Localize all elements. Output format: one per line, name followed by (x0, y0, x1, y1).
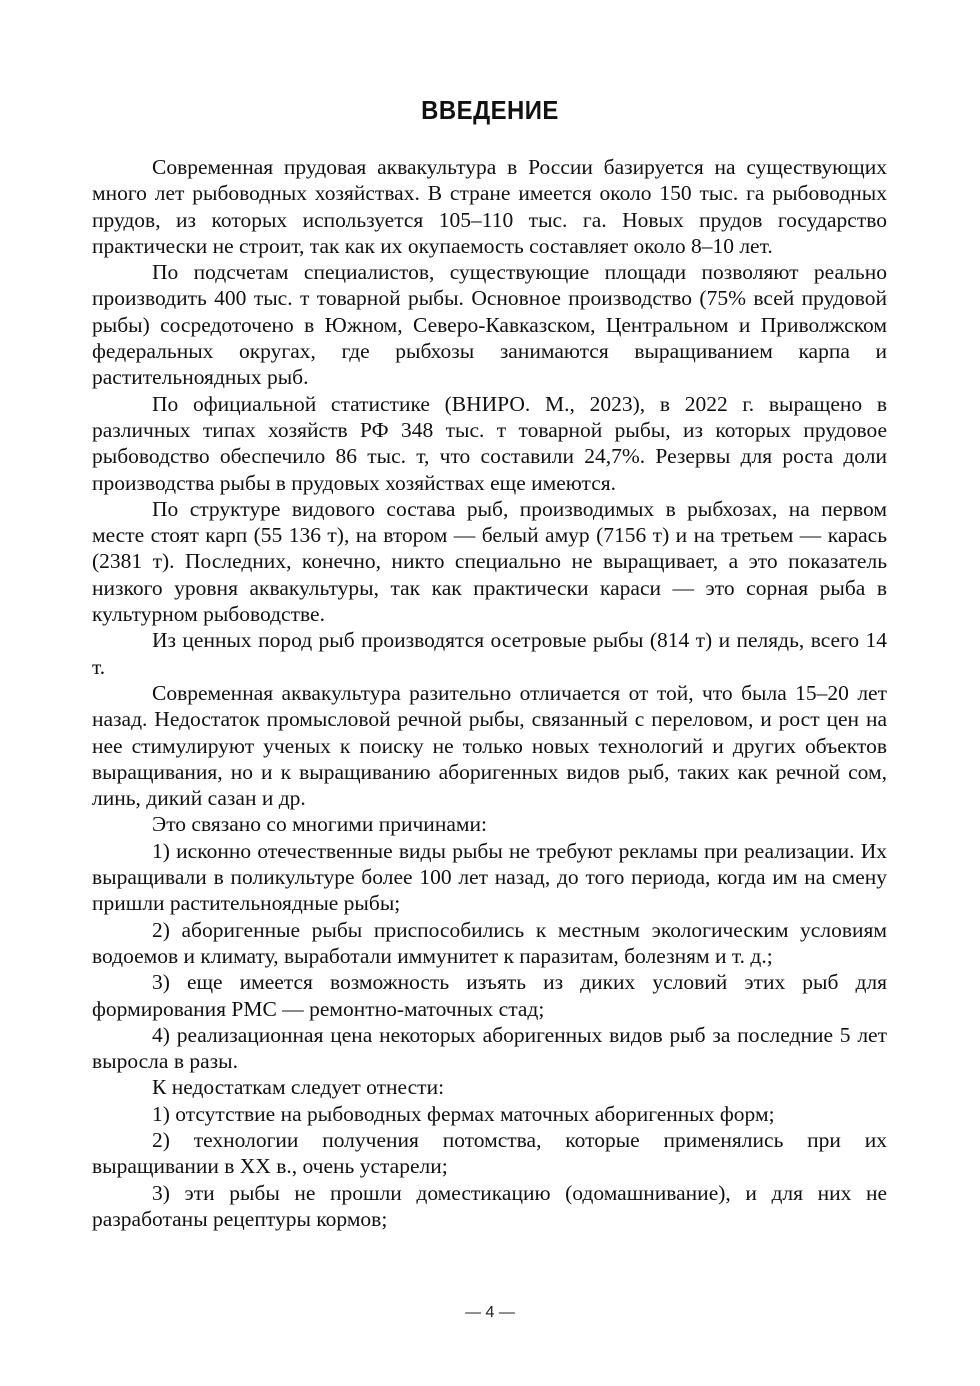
list-item: 3) еще имеется возможность изъять из диких условий этих рыб для формирования РМС — ремонтно-маточных стад; (92, 970, 887, 1021)
list-item: 4) реализационная цена некоторых аборигенных видов рыб за последние 5 лет выросла в разы. (92, 1022, 887, 1074)
paragraph: По структуре видового состава рыб, производимых в рыбхозах, на первом месте стоят карп (55 136 т), на втором — белый амур (7156 т) и на третьем — карась (2381 т). Последних, конечно, никто специально не выращивает, а это показатель низкого уровня аквакультуры, так как практически караси — это сорная рыба в культурном рыбоводстве. (92, 496, 887, 627)
list-item: 1) отсутствие на рыбоводных фермах маточных аборигенных форм; (152, 1101, 775, 1126)
paragraph: К недостаткам следует отнести: (152, 1075, 445, 1100)
paragraph: Это связано со многими причинами: (152, 812, 487, 837)
list-item: 1) исконно отечественные виды рыбы не требуют рекламы при реализации. Их выращивали в поликультуре более 100 лет назад, до того периода, когда им на смену пришли растительноядные рыбы; (92, 838, 887, 916)
paragraph: Из ценных пород рыб производятся осетровые рыбы (814 т) и пелядь, всего 14 т. (92, 628, 887, 679)
list-item: 2) аборигенные рыбы приспособились к местным экологическим условиям водоемов и климату, выработали иммунитет к паразитам, болезням и т. д.; (92, 917, 887, 968)
paragraph: Современная прудовая аквакультура в России базируется на существующих много лет рыбоводных хозяйствах. В стране имеется около 150 тыс. га рыбоводных прудов, из которых используется 105–110 тыс. га. Новых прудов государство практически не строит, так как их окупаемость составляет около 8–10 лет. (92, 155, 887, 258)
page-number: — 4 — (465, 1304, 515, 1321)
paragraph: По подсчетам специалистов, существующие площади позволяют реально производить 400 тыс. т товарной рыбы. Основное производство (75% всей прудовой рыбы) сосредоточено в Южном, Северо-Кавказском, Центральном и Приволжском федеральных округах, где рыбхозы занимаются выращиванием карпа и растительноядных рыб. (92, 260, 887, 390)
paragraph: Современная аквакультура разительно отличается от той, что была 15–20 лет назад. Недостаток промысловой речной рыбы, связанный с переловом, и рост цен на нее стимулируют ученых к поиску не только новых технологий и других объектов выращивания, но и к выращиванию аборигенных видов рыб, таких как речной сом, линь, дикий сазан и др. (92, 680, 887, 811)
page-title: ВВЕДЕНИЕ (421, 95, 559, 125)
list-item: 2) технологии получения потомства, которые применялись при их выращивании в XX в., очень устарели; (92, 1127, 887, 1179)
paragraph: По официальной статистике (ВНИРО. М., 2023), в 2022 г. выращено в различных типах хозяйств РФ 348 тыс. т товарной рыбы, из которых прудовое рыбоводство обеспечило 86 тыс. т, что составили 24,7%. Резервы для роста доли производства рыбы в прудовых хозяйствах еще имеются. (92, 391, 887, 495)
list-item: 3) эти рыбы не прошли доместикацию (одомашнивание), и для них не разработаны рецептуры кормов; (92, 1180, 887, 1231)
body-text (92, 154, 887, 1232)
